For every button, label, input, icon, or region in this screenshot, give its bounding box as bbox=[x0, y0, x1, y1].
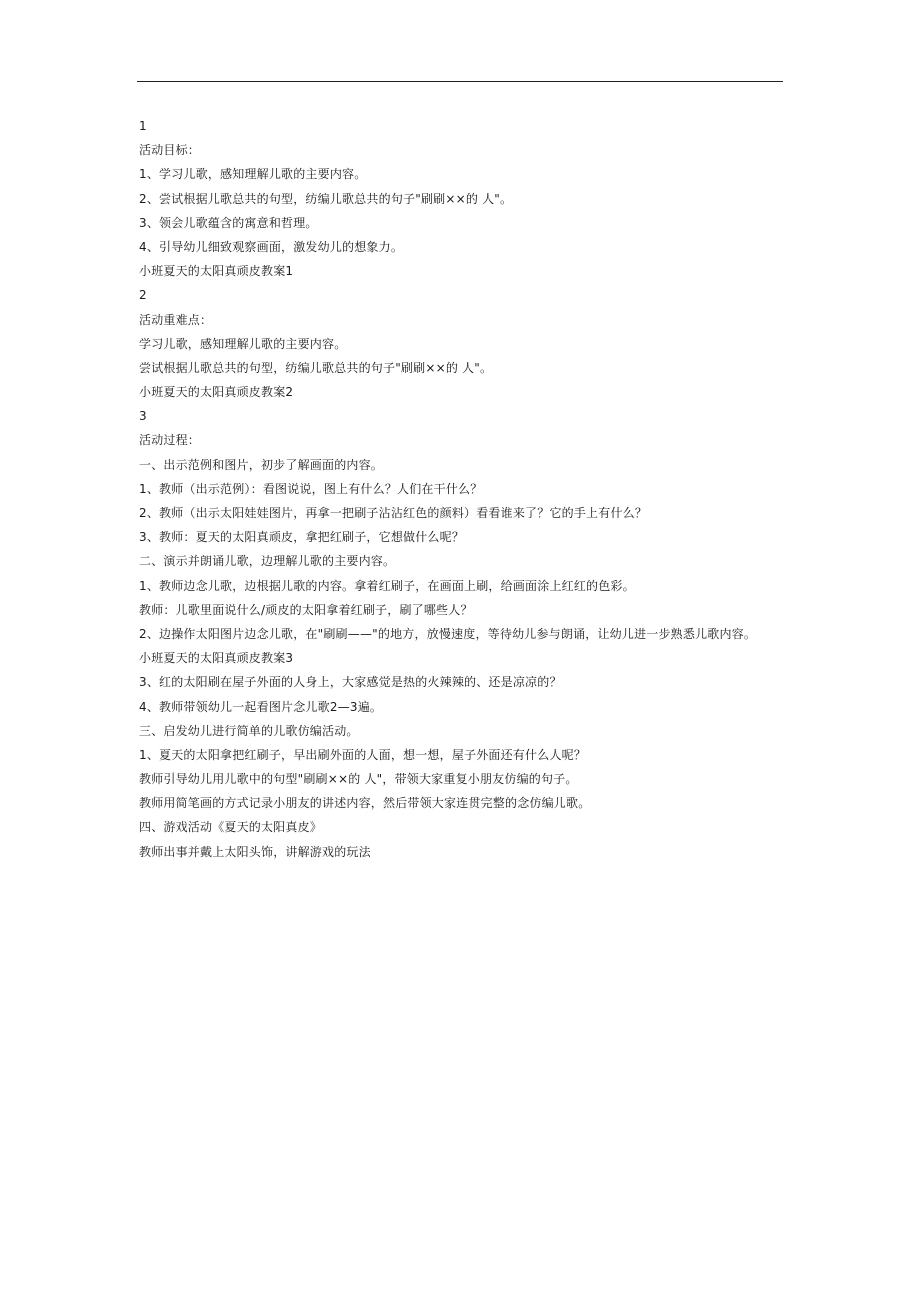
text-line: 4、教师带领幼儿一起看图片念儿歌2—3遍。 bbox=[139, 699, 383, 714]
header-rule bbox=[137, 81, 783, 82]
text-line: 2 bbox=[139, 288, 147, 303]
text-line: 活动过程： bbox=[139, 433, 201, 448]
document-body bbox=[139, 114, 799, 864]
text-line: 教师：儿歌里面说什么/顽皮的太阳拿着红刷子，刷了哪些人？ bbox=[139, 602, 473, 617]
text-line: 1、学习儿歌，感知理解儿歌的主要内容。 bbox=[139, 167, 367, 182]
text-line: 3、红的太阳刷在屋子外面的人身上，大家感觉是热的火辣辣的、还是凉凉的？ bbox=[139, 675, 562, 690]
text-line: 小班夏天的太阳真顽皮教案2 bbox=[139, 385, 294, 400]
text-line: 尝试根据儿歌总共的句型，纺编儿歌总共的句子"刷刷××的 人"。 bbox=[139, 360, 493, 375]
text-line: 2、边操作太阳图片边念儿歌，在"刷刷——"的地方，放慢速度，等待幼儿参与朗诵，让幼儿进一步熟悉儿歌内容。 bbox=[139, 626, 757, 641]
text-line: 小班夏天的太阳真顽皮教案1 bbox=[139, 264, 294, 279]
text-line: 小班夏天的太阳真顽皮教案3 bbox=[139, 651, 294, 666]
text-line: 3、领会儿歌蕴含的寓意和哲理。 bbox=[139, 215, 318, 230]
text-line: 3、教师：夏天的太阳真顽皮，拿把红刷子，它想做什么呢？ bbox=[139, 530, 465, 545]
text-line: 1、教师边念儿歌，边根据儿歌的内容。拿着红刷子，在画面上刷，给画面涂上红红的色彩。 bbox=[139, 578, 635, 593]
text-line: 二、演示并朗诵儿歌，边理解儿歌的主要内容。 bbox=[139, 554, 396, 569]
text-line: 学习儿歌，感知理解儿歌的主要内容。 bbox=[139, 336, 347, 351]
text-line: 三、启发幼儿进行简单的儿歌仿编活动。 bbox=[139, 723, 359, 738]
text-line: 一、出示范例和图片，初步了解画面的内容。 bbox=[139, 457, 384, 472]
text-line: 3 bbox=[139, 409, 147, 424]
text-line: 活动目标： bbox=[139, 143, 201, 158]
text-line: 1、夏天的太阳拿把红刷子，早出刷外面的人面，想一想，屋子外面还有什么人呢？ bbox=[139, 747, 587, 762]
text-line: 1、教师（出示范例）：看图说说，图上有什么？人们在干什么？ bbox=[139, 481, 483, 496]
text-line: 教师用简笔画的方式记录小朋友的讲述内容，然后带领大家连贯完整的念仿编儿歌。 bbox=[139, 796, 591, 811]
text-line: 2、尝试根据儿歌总共的句型，纺编儿歌总共的句子"刷刷××的 人"。 bbox=[139, 191, 513, 206]
text-line: 2、教师（出示太阳娃娃图片，再拿一把刷子沾沾红色的颜料）看看谁来了？它的手上有什么？ bbox=[139, 506, 648, 520]
text-line: 4、引导幼儿细致观察画面，激发幼儿的想象力。 bbox=[139, 239, 404, 254]
text-line: 教师出事并戴上太阳头饰，讲解游戏的玩法 bbox=[139, 844, 371, 859]
text-line: 教师引导幼儿用儿歌中的句型"刷刷××的 人"，带领大家重复小朋友仿编的句子。 bbox=[139, 772, 578, 787]
text-line: 四、游戏活动《夏天的太阳真皮》 bbox=[139, 820, 323, 835]
text-line: 活动重难点： bbox=[139, 312, 213, 327]
text-line: 1 bbox=[139, 119, 147, 133]
